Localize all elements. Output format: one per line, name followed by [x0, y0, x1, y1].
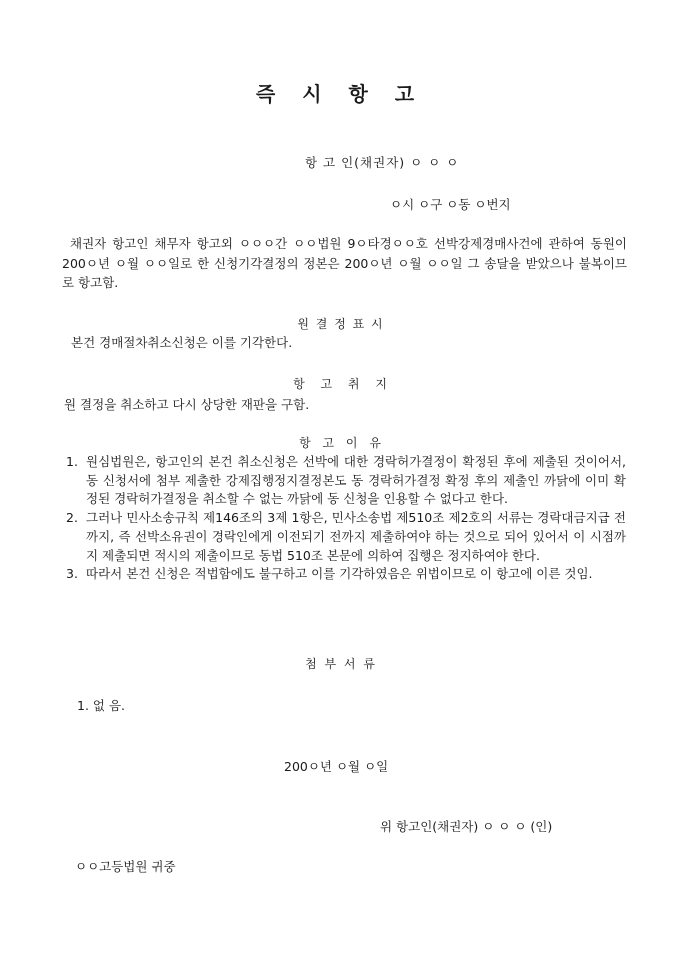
- original-decision-heading: 원 결 정 표 시: [297, 317, 383, 331]
- appellant-address: ㅇ시 ㅇ구 ㅇ동 ㅇ번지: [390, 197, 511, 212]
- reason-text: 따라서 본건 신청은 적법함에도 불구하고 이를 기각하였음은 위법이므로 이 항고에 이른 것임.: [86, 566, 593, 582]
- reason-text: 그러나 민사소송규칙 제146조의 3제 1항은, 민사소송법 제510조 제2호의 서류는 경락대금지급 전까지, 즉 선박소유권이 경락인에게 이전되기 전까지 제출하여야 하는 것으로 되어 있어서 이 시점까지 제출되면 적시의 제출이므로 동법 510조 본문에 의하여 집행은 정지하여야 한다.: [86, 510, 626, 563]
- addressee-court: ㅇㅇ고등법원 귀중: [75, 859, 176, 874]
- reason-number: 3.: [66, 566, 78, 582]
- appeal-reasons-heading: 항 고 이 유: [299, 436, 381, 450]
- attachments-heading: 첨 부 서 류: [305, 657, 375, 671]
- filing-date: 200ㅇ년 ㅇ월 ㅇ일: [284, 759, 389, 774]
- intro-paragraph: 채권자 항고인 채무자 항고외 ㅇㅇㅇ간 ㅇㅇ법원 9ㅇ타경ㅇㅇ호 선박강제경매사건에 관하여 동원이 200ㅇ년 ㅇ월 ㅇㅇ일로 한 신청기각결정의 정본은 200ㅇ년 ㅇ월 ㅇㅇ일 그 송달을 받았으나 불복이므로 항고함.: [62, 236, 627, 290]
- original-decision-text: 본건 경매절차취소신청은 이를 기각한다.: [71, 335, 293, 350]
- attachment-item: 1. 없 음.: [77, 698, 125, 713]
- list-item: [66, 565, 626, 584]
- list-item: [66, 453, 626, 509]
- appeal-reasons-list: [66, 453, 626, 584]
- list-item: [66, 509, 626, 565]
- appeal-purpose-text: 원 결정을 취소하고 다시 상당한 재판을 구함.: [64, 397, 310, 412]
- appeal-purpose-heading: 항 고 취 지: [293, 377, 387, 391]
- reason-number: 2.: [66, 510, 78, 526]
- document-title: 즉 시 항 고: [255, 82, 425, 106]
- reason-number: 1.: [66, 454, 78, 469]
- signature-line: 위 항고인(채권자) ㅇ ㅇ ㅇ (인): [380, 819, 553, 834]
- reason-text: 원심법원은, 항고인의 본건 취소신청은 선박에 대한 경락허가결정이 확정된 후에 제출된 것이어서, 동 신청서에 첨부 제출한 강제집행정지결정본도 동 경락허가결정 확정 후의 제출인 까닭에 이미 확정된 경락허가결정을 취소할 수 없는 까닭에 동 신청을 인용할 수 없다고 한다.: [86, 454, 626, 507]
- appellant-line: 항 고 인(채권자) ㅇ ㅇ ㅇ: [305, 155, 460, 170]
